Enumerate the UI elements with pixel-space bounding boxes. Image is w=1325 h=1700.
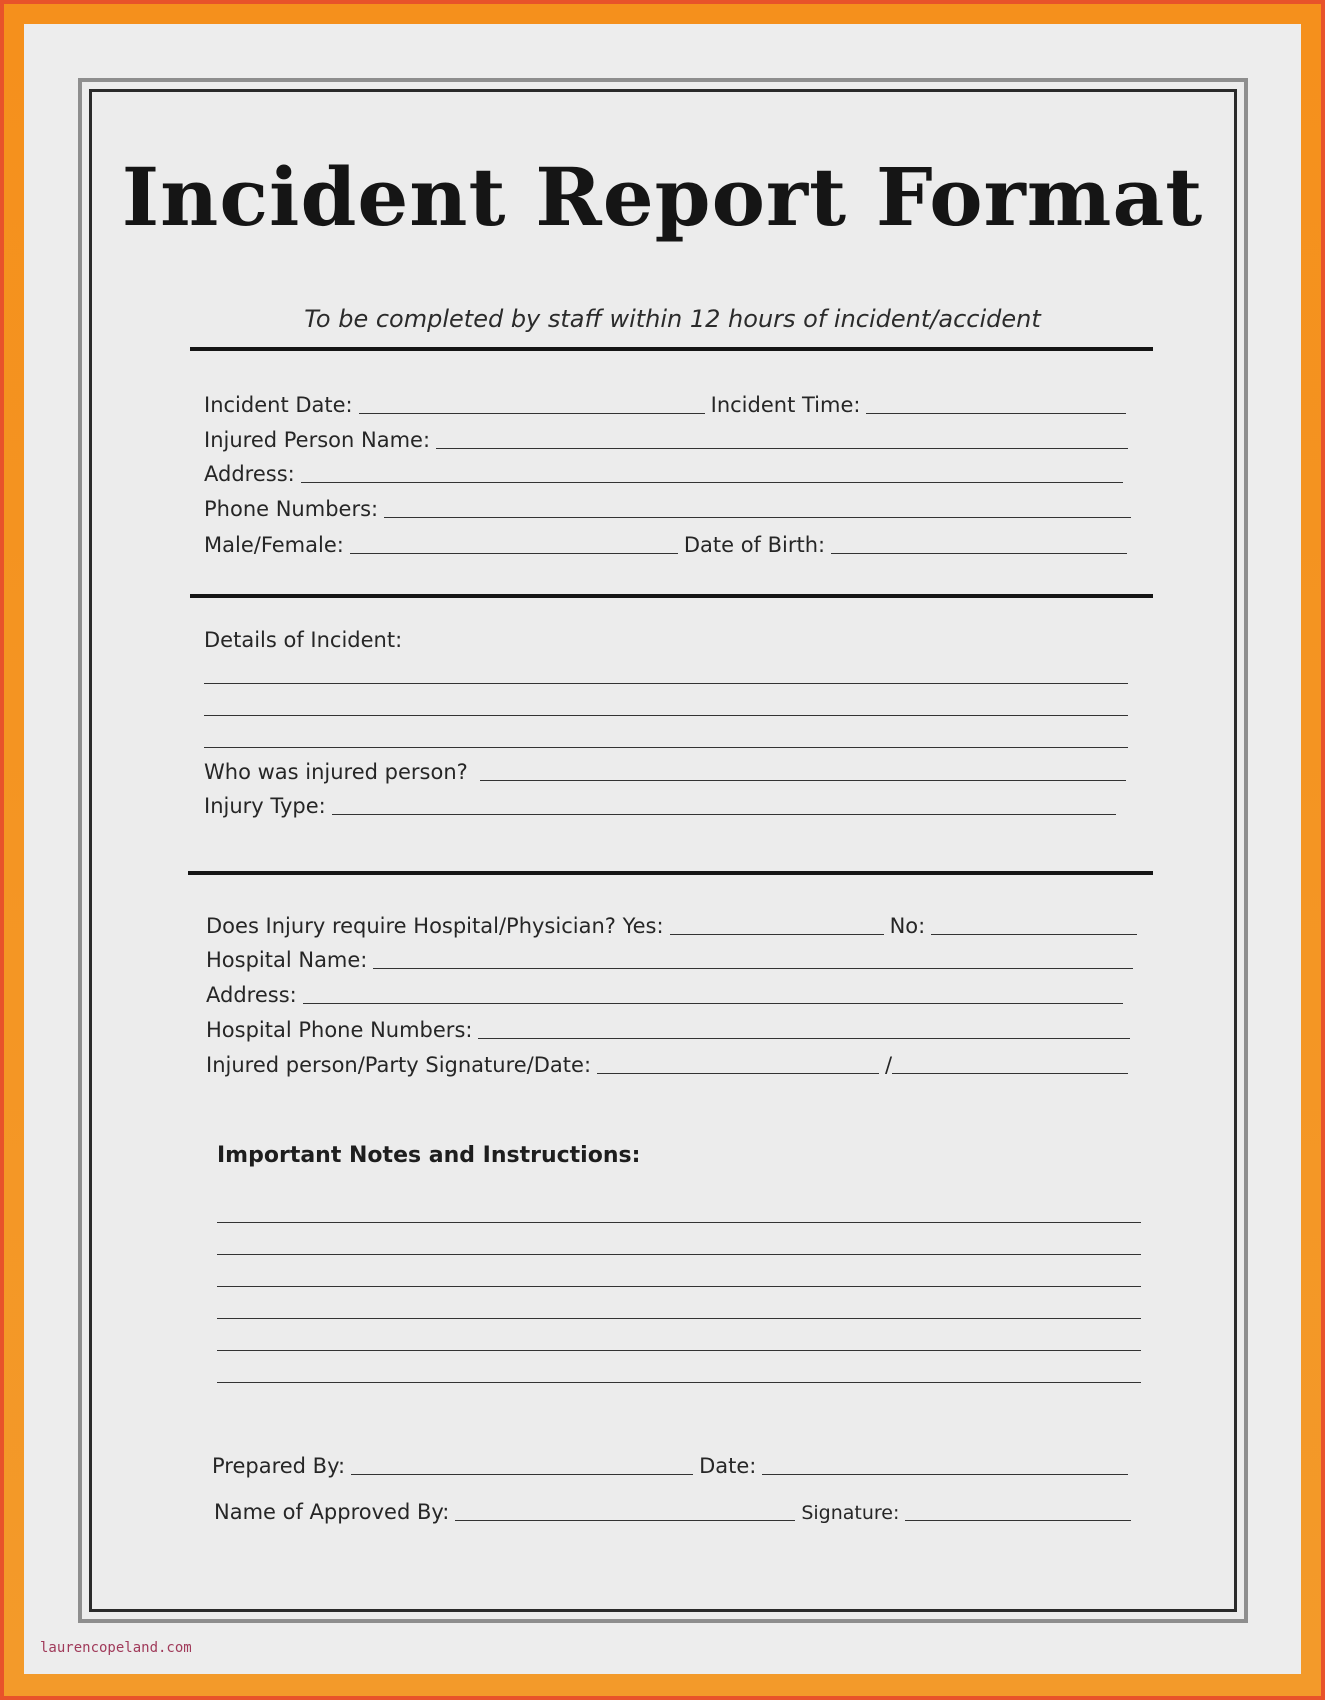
- gender-dob-row: [204, 533, 1133, 557]
- injured-person-name-row: [204, 428, 1134, 452]
- page-title: Incident Report Format: [121, 150, 1204, 244]
- hospital-address-row: [206, 983, 1129, 1007]
- male-female-field[interactable]: [350, 533, 678, 554]
- notes-line-1[interactable]: [217, 1222, 1141, 1223]
- prepared-by-label: Prepared By:: [212, 1454, 346, 1478]
- incident-date-field[interactable]: [359, 393, 705, 414]
- details-line-1[interactable]: [204, 683, 1128, 684]
- injury-type-field[interactable]: [332, 794, 1116, 815]
- address-field[interactable]: [301, 462, 1123, 483]
- hospital-name-field[interactable]: [373, 948, 1133, 969]
- address-row: [204, 462, 1129, 486]
- hospital-name-row: [206, 948, 1139, 972]
- incident-date-label: Incident Date:: [204, 393, 353, 417]
- incident-time-field[interactable]: [866, 393, 1126, 414]
- notes-line-4[interactable]: [217, 1318, 1141, 1319]
- hospital-phone-row: [206, 1018, 1136, 1042]
- notes-line-2[interactable]: [217, 1254, 1141, 1255]
- date-of-birth-label: Date of Birth:: [683, 533, 826, 557]
- watermark-text: laurencopeland.com: [40, 1640, 192, 1656]
- injured-person-name-field[interactable]: [436, 428, 1128, 449]
- party-signature-field[interactable]: [597, 1053, 879, 1074]
- details-line-3[interactable]: [204, 747, 1128, 748]
- hospital-question-label: Does Injury require Hospital/Physician? Yes:: [206, 914, 664, 938]
- section-divider-1: [190, 347, 1153, 351]
- hospital-address-field[interactable]: [303, 983, 1123, 1004]
- phone-numbers-label: Phone Numbers:: [204, 497, 379, 521]
- approved-by-field[interactable]: [455, 1500, 795, 1521]
- signature-field[interactable]: [905, 1500, 1131, 1521]
- phone-numbers-row: [204, 497, 1137, 521]
- details-heading-row: [204, 628, 402, 652]
- signature-date-row: [206, 1053, 1134, 1077]
- approved-by-label: Name of Approved By:: [214, 1500, 450, 1524]
- section-divider-2: [190, 594, 1153, 598]
- address-label: Address:: [204, 462, 295, 486]
- injury-type-row: [204, 794, 1122, 818]
- phone-numbers-field[interactable]: [384, 497, 1131, 518]
- incident-date-row: [204, 393, 1132, 417]
- hospital-yes-field[interactable]: [670, 914, 884, 935]
- details-of-incident-label: Details of Incident:: [204, 628, 403, 652]
- prepared-by-row: [212, 1454, 1134, 1478]
- slash-separator: /: [885, 1053, 893, 1077]
- form-subtitle: To be completed by staff within 12 hours of incident/accident: [304, 305, 1041, 333]
- prepared-date-field[interactable]: [762, 1454, 1128, 1475]
- hospital-no-label: No:: [889, 914, 926, 938]
- hospital-address-label: Address:: [206, 983, 297, 1007]
- signature-label: Signature:: [801, 1502, 900, 1524]
- prepared-by-field[interactable]: [351, 1454, 693, 1475]
- who-injured-row: [204, 760, 1132, 784]
- notes-line-6[interactable]: [217, 1382, 1141, 1383]
- notes-line-5[interactable]: [217, 1350, 1141, 1351]
- hospital-question-row: [206, 914, 1143, 938]
- notes-line-3[interactable]: [217, 1286, 1141, 1287]
- male-female-label: Male/Female:: [204, 533, 344, 557]
- party-date-field[interactable]: [892, 1053, 1128, 1074]
- notes-heading: Important Notes and Instructions:: [217, 1143, 641, 1168]
- date-of-birth-field[interactable]: [831, 533, 1127, 554]
- incident-time-label: Incident Time:: [710, 393, 861, 417]
- section-divider-3: [188, 871, 1153, 875]
- signature-date-label: Injured person/Party Signature/Date:: [206, 1053, 592, 1077]
- who-injured-label: Who was injured person?: [204, 760, 468, 784]
- injury-type-label: Injury Type:: [204, 794, 326, 818]
- who-injured-field[interactable]: [480, 760, 1126, 781]
- hospital-phone-field[interactable]: [478, 1018, 1130, 1039]
- details-line-2[interactable]: [204, 715, 1128, 716]
- approved-by-row: [214, 1500, 1137, 1524]
- hospital-no-field[interactable]: [931, 914, 1137, 935]
- hospital-name-label: Hospital Name:: [206, 948, 368, 972]
- injured-person-name-label: Injured Person Name:: [204, 428, 431, 452]
- prepared-date-label: Date:: [699, 1454, 757, 1478]
- hospital-phone-label: Hospital Phone Numbers:: [206, 1018, 473, 1042]
